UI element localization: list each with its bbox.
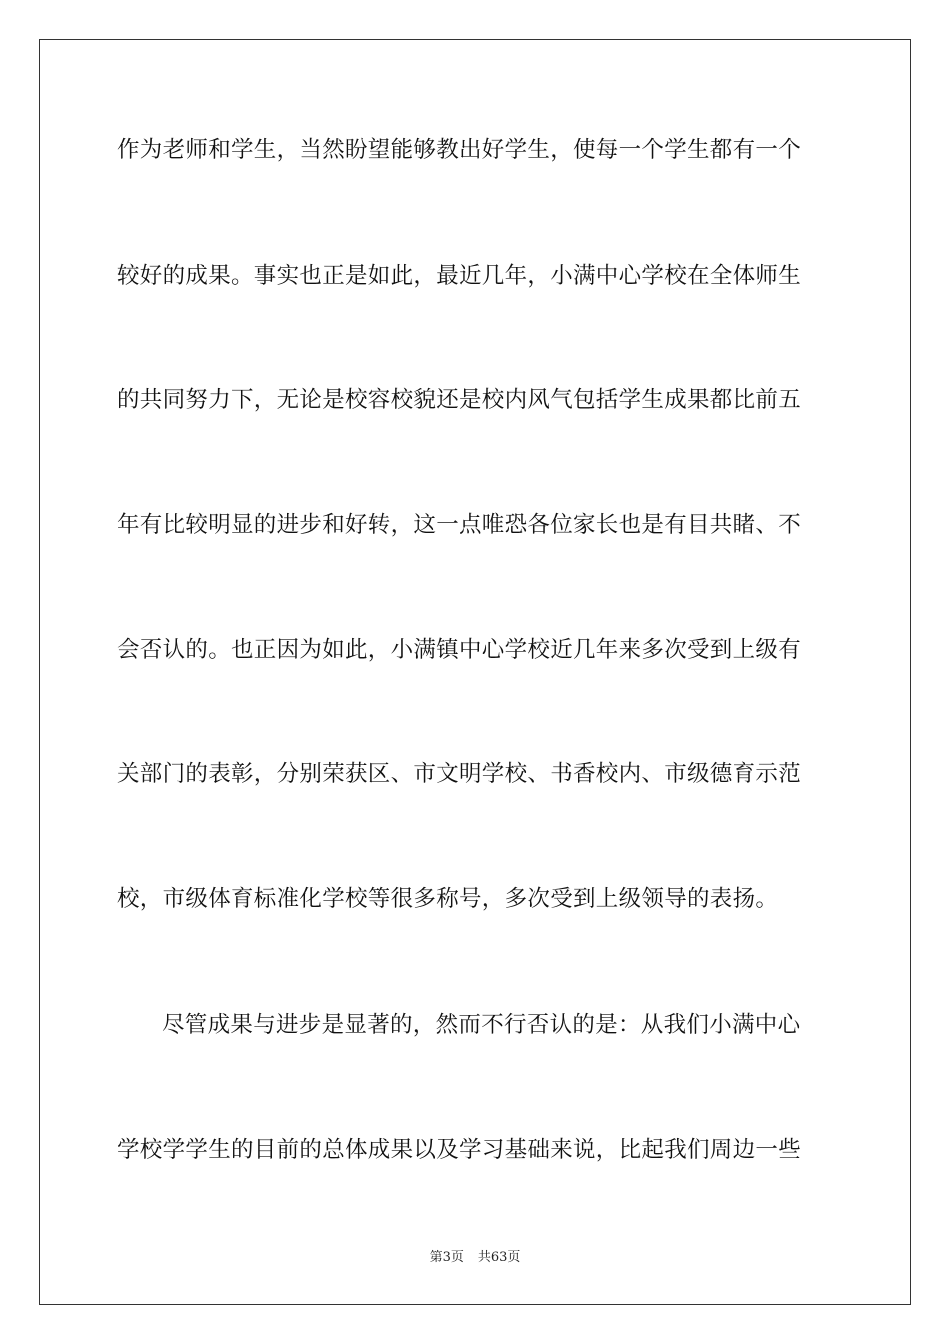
page-total: 共63页 <box>477 1250 521 1265</box>
body-text-line-5: 会否认的。也正因为如此，小满镇中心学校近几年来多次受到上级有 <box>117 637 802 663</box>
body-text-line-6: 关部门的表彰，分别荣获区、市文明学校、书香校内、市级德育示范 <box>117 761 802 787</box>
body-text-line-2: 较好的成果。事实也正是如此，最近几年，小满中心学校在全体师生 <box>117 263 802 289</box>
page-border <box>39 39 911 1305</box>
body-text-line-9: 学校学学生的目前的总体成果以及学习基础来说，比起我们周边一些 <box>117 1137 802 1163</box>
paragraph-indented-line: 尽管成果与进步是显著的，然而不行否认的是：从我们小满中心 <box>162 1012 801 1038</box>
page-number: 第3页 <box>429 1250 464 1265</box>
body-text-line-7: 校，市级体育标准化学校等很多称号，多次受到上级领导的表扬。 <box>117 886 779 912</box>
body-text-line-3: 的共同努力下，无论是校容校貌还是校内风气包括学生成果都比前五 <box>117 387 802 413</box>
page-footer <box>0 1249 950 1267</box>
body-text-line-4: 年有比较明显的进步和好转，这一点唯恐各位家长也是有目共睹、不 <box>117 512 802 538</box>
body-text-line-1: 作为老师和学生，当然盼望能够教出好学生，使每一个学生都有一个 <box>117 137 802 163</box>
